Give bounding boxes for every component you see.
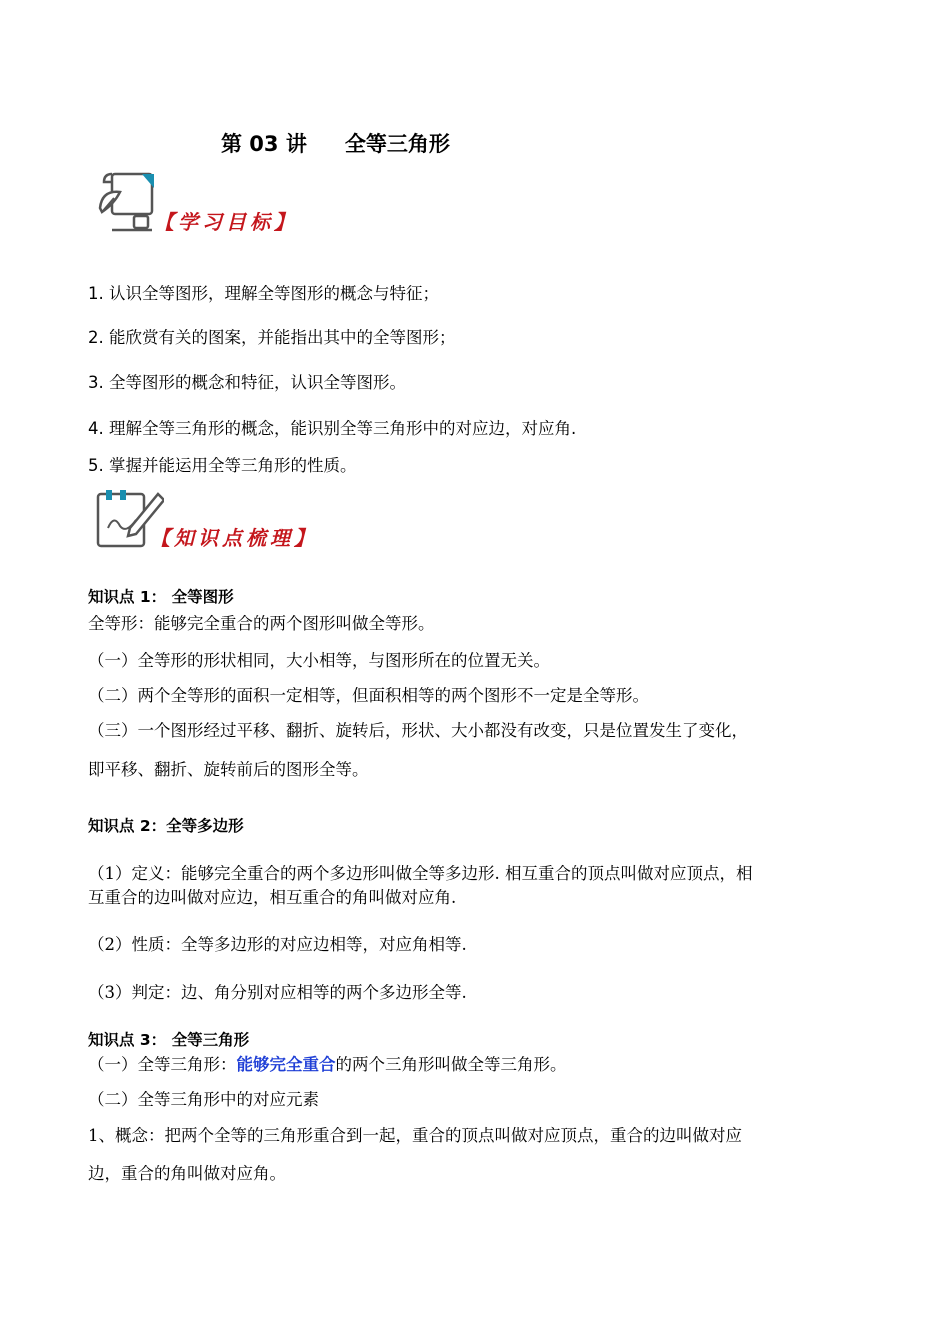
kp1-item: （三）一个图形经过平移、翻折、旋转后，形状、大小都没有改变，只是位置发生了变化， xyxy=(88,721,748,740)
kp2-item: （2）性质：全等多边形的对应边相等，对应角相等. xyxy=(88,935,467,954)
page-title xyxy=(221,128,450,158)
goal-item: 2. 能欣赏有关的图案，并能指出其中的全等图形； xyxy=(88,328,456,347)
kp3-heading: 知识点 3： 全等三角形 xyxy=(88,1031,250,1049)
knowledge-points-banner xyxy=(92,484,332,554)
kp3-item1-suffix: 的两个三角形叫做全等三角形。 xyxy=(335,1055,567,1074)
goal-item: 5. 掌握并能运用全等三角形的性质。 xyxy=(88,456,357,475)
lecture-number: 第 03 讲 xyxy=(221,132,307,156)
knowledge-points-label: 【知识点梳理】 xyxy=(150,526,318,550)
kp2-item: 互重合的边叫做对应边，相互重合的角叫做对应角. xyxy=(88,888,457,907)
goal-item: 4. 理解全等三角形的概念，能识别全等三角形中的对应边，对应角. xyxy=(88,419,577,438)
learning-goals-label: 【学习目标】 xyxy=(154,210,298,234)
kp3-item-2: （二）全等三角形中的对应元素 xyxy=(88,1090,319,1109)
goal-item: 3. 全等图形的概念和特征，认识全等图形。 xyxy=(88,373,406,392)
kp1-item: （一）全等形的形状相同，大小相等，与图形所在的位置无关。 xyxy=(88,651,550,670)
kp1-heading: 知识点 1： 全等图形 xyxy=(88,588,234,606)
kp2-item: （3）判定：边、角分别对应相等的两个多边形全等. xyxy=(88,983,467,1002)
kp2-item: （1）定义：能够完全重合的两个多边形叫做全等多边形. 相互重合的顶点叫做对应顶点，相 xyxy=(88,864,753,883)
kp1-item: （二）两个全等形的面积一定相等，但面积相等的两个图形不一定是全等形。 xyxy=(88,686,649,705)
kp1-item: 即平移、翻折、旋转前后的图形全等。 xyxy=(88,760,369,779)
kp3-concept-line: 1、概念：把两个全等的三角形重合到一起，重合的顶点叫做对应顶点，重合的边叫做对应 xyxy=(88,1126,742,1145)
kp3-item-1 xyxy=(88,1051,567,1075)
scroll-quill-icon xyxy=(92,168,162,240)
kp2-heading: 知识点 2：全等多边形 xyxy=(88,817,244,835)
kp3-item1-prefix: （一）全等三角形： xyxy=(88,1055,237,1074)
kp1-definition: 全等形：能够完全重合的两个图形叫做全等形。 xyxy=(88,614,435,633)
kp3-item1-highlight: 能够完全重合 xyxy=(236,1055,336,1074)
learning-goals-banner xyxy=(92,168,322,240)
lecture-topic: 全等三角形 xyxy=(344,132,450,156)
kp3-concept-line: 边，重合的角叫做对应角。 xyxy=(88,1164,286,1183)
goal-item: 1. 认识全等图形，理解全等图形的概念与特征； xyxy=(88,284,439,303)
